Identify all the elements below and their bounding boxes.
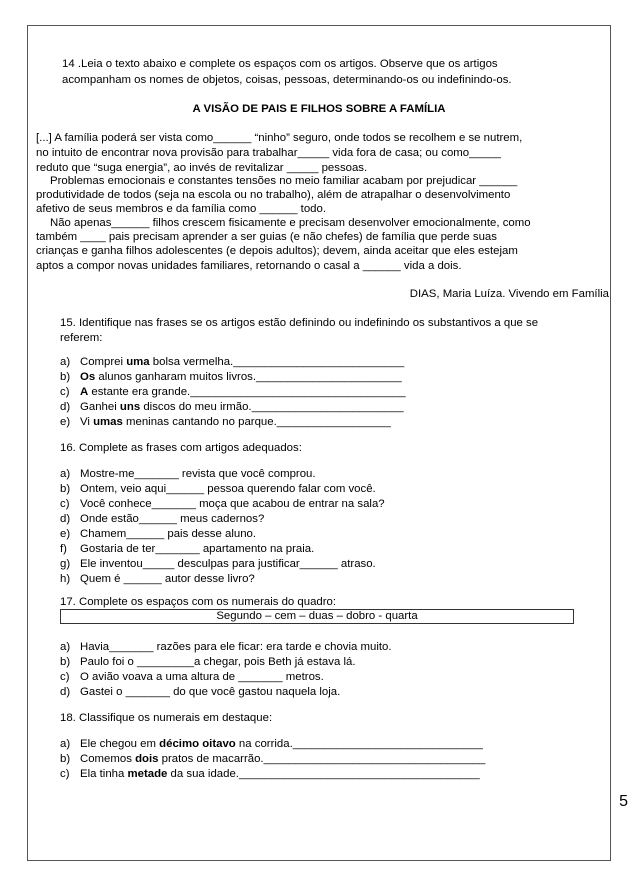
item-text: Vi xyxy=(80,416,94,428)
highlighted-word: umas xyxy=(93,416,123,428)
item-marker: e) xyxy=(60,528,71,540)
item-marker: d) xyxy=(60,401,71,413)
q14-text-line: no intuito de encontrar nova provisão para trabalhar_____ vida fora de casa; ou como_____ xyxy=(36,147,501,159)
q14-prompt-line1: 14 .Leia o texto abaixo e complete os espaços com os artigos. Observe que os artigos xyxy=(62,58,498,70)
q14-text-line: aptos a compor novas unidades familiares, retornando o casal a ______ vida a dois. xyxy=(36,260,462,272)
item-marker: f) xyxy=(60,543,67,555)
q15-prompt-line1: 15. Identifique nas frases se os artigos estão definindo ou indefinindo os substantivos a que se xyxy=(60,317,539,329)
q16-prompt: 16. Complete as frases com artigos adequados: xyxy=(60,442,302,454)
item-text: Onde estão______ meus cadernos? xyxy=(80,513,265,525)
item-text: Você conhece_______ moça que acabou de entrar na sala? xyxy=(80,498,385,510)
q18-prompt: 18. Classifique os numerais em destaque: xyxy=(60,712,273,724)
item-marker: a) xyxy=(60,356,71,368)
item-marker: g) xyxy=(60,558,71,570)
q14-text-line: Problemas emocionais e constantes tensões no meio familiar acabam por prejudicar ______ xyxy=(50,175,518,187)
item-marker: a) xyxy=(60,641,71,653)
q14-text-line: crianças e ganha filhos adolescentes (e depois adultos); devem, ainda aceitar que eles estejam xyxy=(36,245,518,257)
highlighted-word: metade xyxy=(127,768,168,780)
q14-text-line: também ____ pais precisam aprender a ser guias (e não chefes) de família que perde suas xyxy=(36,231,497,243)
item-marker: h) xyxy=(60,573,71,585)
q14-text-line: Não apenas______ filhos crescem fisicamente e precisam desenvolver emocionalmente, como xyxy=(50,217,531,229)
item-text: meninas cantando no parque.__________________ xyxy=(122,416,391,428)
item-text: Chamem______ pais desse aluno. xyxy=(80,528,257,540)
item-text: bolsa vermelha.___________________________ xyxy=(149,356,405,368)
item-text: Ele chegou em xyxy=(80,738,160,750)
highlighted-word: dois xyxy=(135,753,159,765)
q14-text-line: [...] A família poderá ser vista como______ “ninho” seguro, onde todos se recolhem e se nutrem, xyxy=(36,132,523,144)
q14-text-title: A VISÃO DE PAIS E FILHOS SOBRE A FAMÍLIA xyxy=(192,103,446,115)
highlighted-word: uma xyxy=(126,356,150,368)
item-marker: c) xyxy=(60,498,70,510)
item-text: discos do meu irmão.________________________ xyxy=(140,401,404,413)
item-marker: a) xyxy=(60,738,71,750)
item-text: Ele inventou_____ desculpas para justificar______ atraso. xyxy=(80,558,376,570)
item-text: da sua idade.______________________________________ xyxy=(167,768,480,780)
q14-source: DIAS, Maria Luíza. Vivendo em Família xyxy=(409,288,609,300)
item-marker: e) xyxy=(60,416,71,428)
item-text: Gastei o _______ do que você gastou naquela loja. xyxy=(80,686,341,698)
item-text: Mostre-me_______ revista que você comprou. xyxy=(80,468,316,480)
item-text: na corrida.______________________________ xyxy=(235,738,483,750)
item-text: Ganhei xyxy=(80,401,120,413)
numerals-box: Segundo – cem – duas – dobro - quarta xyxy=(60,609,574,624)
item-text: Gostaria de ter_______ apartamento na praia. xyxy=(80,543,315,555)
q14-text-line: reduto que “suga energia”, ao invés de revitalizar _____ pessoas. xyxy=(36,162,368,174)
item-marker: b) xyxy=(60,371,71,383)
highlighted-word: Os xyxy=(80,371,96,383)
page-number: 5 xyxy=(619,793,628,810)
item-marker: a) xyxy=(60,468,71,480)
highlighted-word: uns xyxy=(119,401,141,413)
item-text: O avião voava a uma altura de _______ metros. xyxy=(80,671,324,683)
q17-prompt: 17. Complete os espaços com os numerais do quadro: xyxy=(60,596,337,608)
item-marker: b) xyxy=(60,483,71,495)
item-text: alunos ganharam muitos livros._______________________ xyxy=(95,371,402,383)
highlighted-word: A xyxy=(80,386,89,398)
item-text: Ontem, veio aqui______ pessoa querendo falar com você. xyxy=(80,483,376,495)
q14-prompt-line2: acompanham os nomes de objetos, coisas, pessoas, determinando-os ou indefinindo-os. xyxy=(62,74,512,86)
item-text: Ela tinha xyxy=(80,768,128,780)
item-text: pratos de macarrão.___________________________________ xyxy=(158,753,486,765)
item-marker: d) xyxy=(60,686,71,698)
item-text: Havia_______ razões para ele ficar: era tarde e chovia muito. xyxy=(80,641,392,653)
item-marker: b) xyxy=(60,656,71,668)
item-text: Quem é ______ autor desse livro? xyxy=(80,573,255,585)
q15-prompt-line2: referem: xyxy=(60,332,103,344)
item-text: Comprei xyxy=(80,356,127,368)
q14-text-line: produtividade de todos (seja na escola ou no trabalho), além de atrapalhar o desenvolvimento xyxy=(36,189,511,201)
item-text: Paulo foi o _________a chegar, pois Beth já estava lá. xyxy=(80,656,356,668)
item-text: estante era grande.__________________________________ xyxy=(88,386,406,398)
item-marker: c) xyxy=(60,386,70,398)
item-marker: c) xyxy=(60,768,70,780)
item-marker: d) xyxy=(60,513,71,525)
item-text: Comemos xyxy=(80,753,136,765)
item-marker: b) xyxy=(60,753,71,765)
q14-text-line: afetivo de seus membros e da família como ______ todo. xyxy=(36,203,326,215)
highlighted-word: décimo oitavo xyxy=(159,738,236,750)
item-marker: c) xyxy=(60,671,70,683)
